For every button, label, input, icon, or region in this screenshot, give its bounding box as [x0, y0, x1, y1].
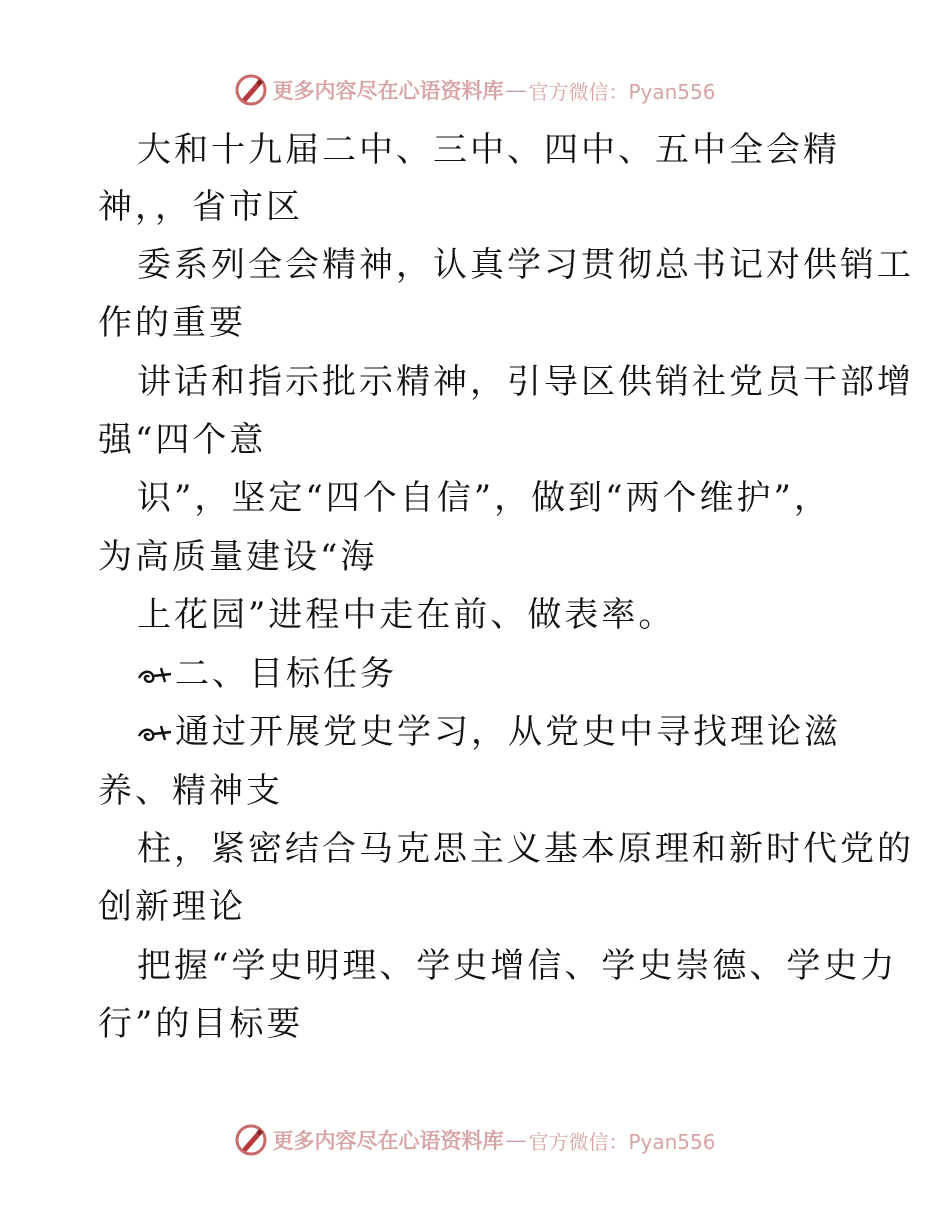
red-pen-logo-icon: [234, 1123, 268, 1157]
text-line: 养、精神支: [98, 771, 283, 811]
text-line: 创新理论: [98, 887, 246, 927]
bullet-paragraph: [137, 712, 841, 752]
text-line: 大和十九届二中、三中、四中、五中全会精: [137, 130, 840, 170]
section-heading: [137, 654, 397, 694]
watermark-wechat: 官方微信：Pyan556: [528, 79, 716, 104]
text-line: 识”，坚定“四个自信”，做到“两个维护”，: [137, 478, 831, 518]
text-line: 为高质量建设“海: [98, 537, 378, 577]
text-line: 行”的目标要: [98, 1004, 304, 1044]
footer-watermark: [0, 1120, 950, 1160]
watermark-wechat: 官方微信：Pyan556: [528, 1129, 716, 1154]
text-line: 作的重要: [98, 303, 246, 343]
text-line: 柱，紧密结合马克思主义基本原理和新时代党的: [137, 829, 914, 869]
paragraph-text: 通过开展党史学习，从党史中寻找理论滋: [175, 712, 841, 752]
text-line: 讲话和指示批示精神，引导区供销社党员干部增: [137, 362, 914, 402]
text-line: 委系列全会精神，认真学习贯彻总书记对供销工: [137, 245, 914, 285]
decorative-swirl-bullet-icon: [137, 722, 173, 746]
watermark-text: 更多内容尽在心语资料库: [272, 1128, 504, 1153]
section-heading-text: 二、目标任务: [175, 654, 397, 694]
watermark-dash: —: [505, 1128, 527, 1152]
text-line: 神，，省市区: [98, 187, 303, 227]
text-line: 上花园”进程中走在前、做表率。: [137, 595, 676, 635]
text-line: 强“四个意: [98, 420, 267, 460]
decorative-swirl-bullet-icon: [137, 664, 173, 688]
text-line: 把握“学史明理、学史增信、学史崇德、学史力: [137, 946, 898, 986]
watermark-dash: —: [505, 78, 527, 102]
watermark-text: 更多内容尽在心语资料库: [272, 78, 504, 103]
